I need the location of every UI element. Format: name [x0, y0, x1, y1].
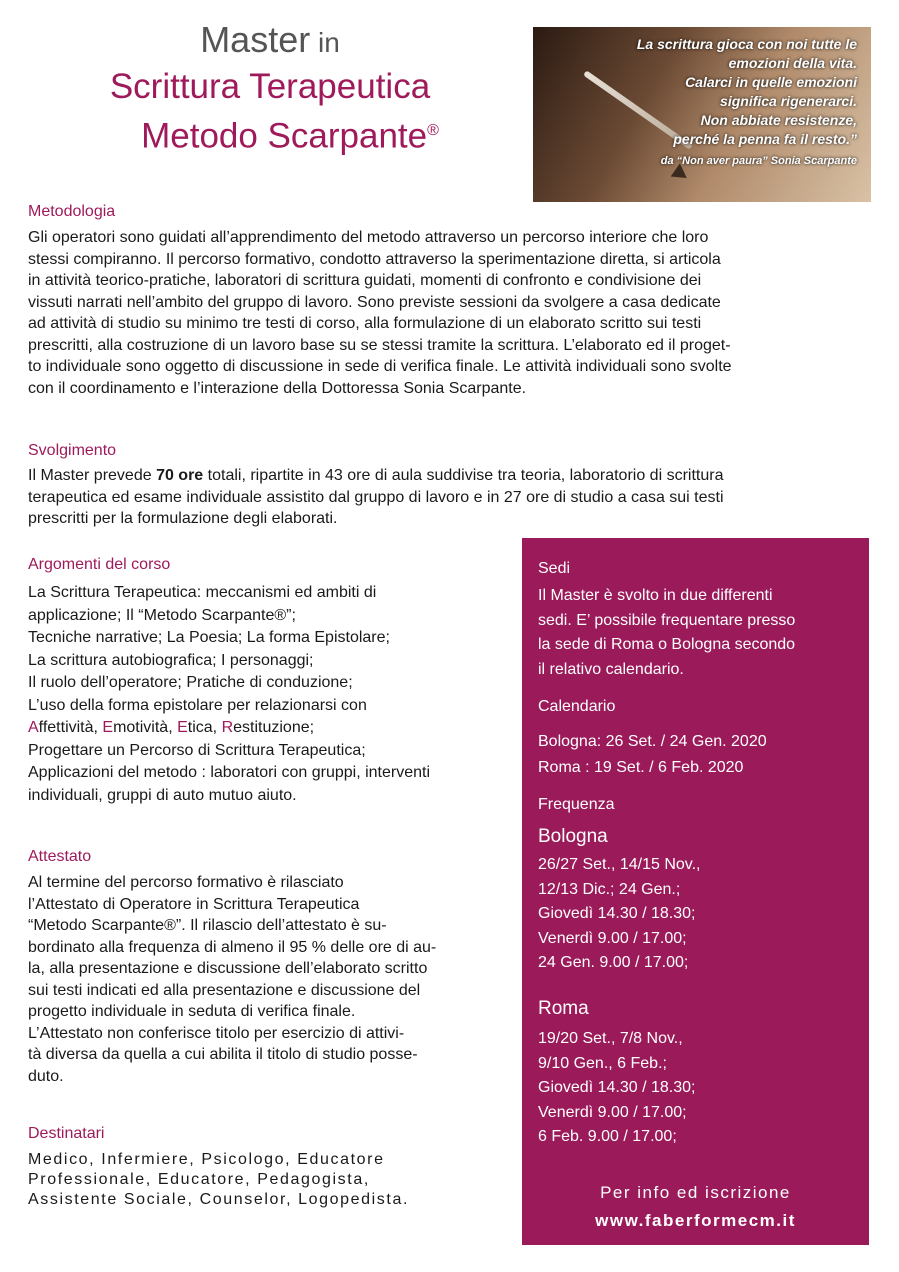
title-metodo: Metodo Scarpante®	[141, 116, 439, 156]
info-label: Per info ed iscrizione	[600, 1183, 791, 1202]
title-master: Master in	[200, 19, 340, 60]
metodologia-heading: Metodologia	[28, 203, 116, 220]
roma-city: Roma	[538, 998, 589, 1019]
destinatari-heading: Destinatari	[28, 1125, 105, 1142]
calendario-text: Bologna: 26 Set. / 24 Gen. 2020 Roma : 19 Set. / 6 Feb. 2020	[538, 733, 767, 776]
sedi-heading: Sedi	[538, 560, 571, 577]
aeer-line: Affettività, Emotività, Etica, Restituzione;	[28, 719, 315, 736]
destinatari-text: Medico, Infermiere, Psicologo, Educatore Professionale, Educatore, Pedagogista, Assistente Sociale, Counselor, Logopedista.	[28, 1151, 409, 1208]
pen-writing-photo	[533, 27, 871, 202]
svolgimento-text: Il Master prevede 70 ore totali, ripartite in 43 ore di aula suddivise tra teoria, laboratorio di scrittura terapeutica ed esame individuale assistito dal gruppo di lavoro e in 27 ore di studio a casa sui testi prescritti per la formulazione degli elaborati.	[28, 467, 724, 527]
quote-source: da “Non aver paura” Sonia Scarpante	[660, 155, 857, 167]
svolgimento-heading: Svolgimento	[28, 442, 117, 459]
frequenza-heading: Frequenza	[538, 796, 615, 813]
quote-text: La scrittura gioca con noi tutte le emozioni della vita. Calarci in quelle emozioni significa rigenerarci. Non abbiate resistenze, perché la penna fa il resto.” da “Non aver paura” Sonia Scarpante	[557, 35, 857, 171]
website-link[interactable]: www.faberformecm.it	[595, 1211, 796, 1230]
attestato-text: Al termine del percorso formativo è rilasciato l’Attestato di Operatore in Scrittura Terapeutica “Metodo Scarpante®”. Il rilascio dell’attestato è su- bordinato alla frequenza di almeno il 95 % delle ore di au- la, alla presentazione e discussione dell’elaborato scritto sui testi indicati ed alla presentazione e discussione del progetto individuale in seduta di verifica finale. L’Attestato non conferisce titolo per esercizio di attivi- tà diversa da quella a cui abilita il titolo di studio posse- duto.	[28, 874, 437, 1085]
calendario-heading: Calendario	[538, 698, 616, 715]
metodologia-text: Gli operatori sono guidati all’apprendimento del metodo attraverso un percorso interiore che loro stessi compiranno. Il percorso formativo, condotto attraverso la sperimentazione diretta, si articola in attività teorico-pratiche, laboratori di scrittura guidati, momenti di confronto e condivisione dei vissuti narrati nell’ambito del gruppo di lavoro. Sono previste sessioni da svolgere a casa dedicate ad attività di studio su minimo tre testi di corso, alla formulazione di un elaborato scritto sui testi prescritti, alla costruzione di un lavoro base su se stessi tramite la scrittura. L’elaborato ed il proget- to individuale sono oggetto di discussione in sede di verifica finale. Le attività individuali sono svolte con il coordinamento e l’interazione della Dottoressa Sonia Scarpante.	[28, 229, 732, 397]
info-sidebar	[522, 538, 869, 1245]
argomenti-list: La Scrittura Terapeutica: meccanismi ed ambiti di applicazione; Il “Metodo Scarpante®”; Tecniche narrative; La Poesia; La forma Epistolare; La scrittura autobiografica; I personaggi; Il ruolo dell’operatore; Pratiche di conduzione; L’uso della forma epistolare per relazionarsi con Affettività, Emotività, Etica, Restituzione; Progettare un Percorso di Scrittura Terapeutica; Applicazioni del metodo : laboratori con gruppi, interventi individuali, gruppi di auto mutuo aiuto.	[28, 582, 513, 807]
title-block	[20, 18, 520, 159]
roma-schedule: 19/20 Set., 7/8 Nov., 9/10 Gen., 6 Feb.; Giovedì 14.30 / 18.30; Venerdì 9.00 / 17.00; 6 Feb. 9.00 / 17.00;	[538, 1030, 696, 1145]
bologna-schedule: 26/27 Set., 14/15 Nov., 12/13 Dic.; 24 Gen.; Giovedì 14.30 / 18.30; Venerdì 9.00 / 17.00; 24 Gen. 9.00 / 17.00;	[538, 856, 701, 971]
sedi-text: Il Master è svolto in due differenti sedi. E’ possibile frequentare presso la sede di Roma o Bologna secondo il relativo calendario.	[538, 587, 796, 678]
bologna-city: Bologna	[538, 826, 608, 847]
attestato-heading: Attestato	[28, 848, 92, 865]
title-scrittura: Scrittura Terapeutica	[109, 67, 431, 106]
argomenti-heading: Argomenti del corso	[28, 556, 171, 573]
